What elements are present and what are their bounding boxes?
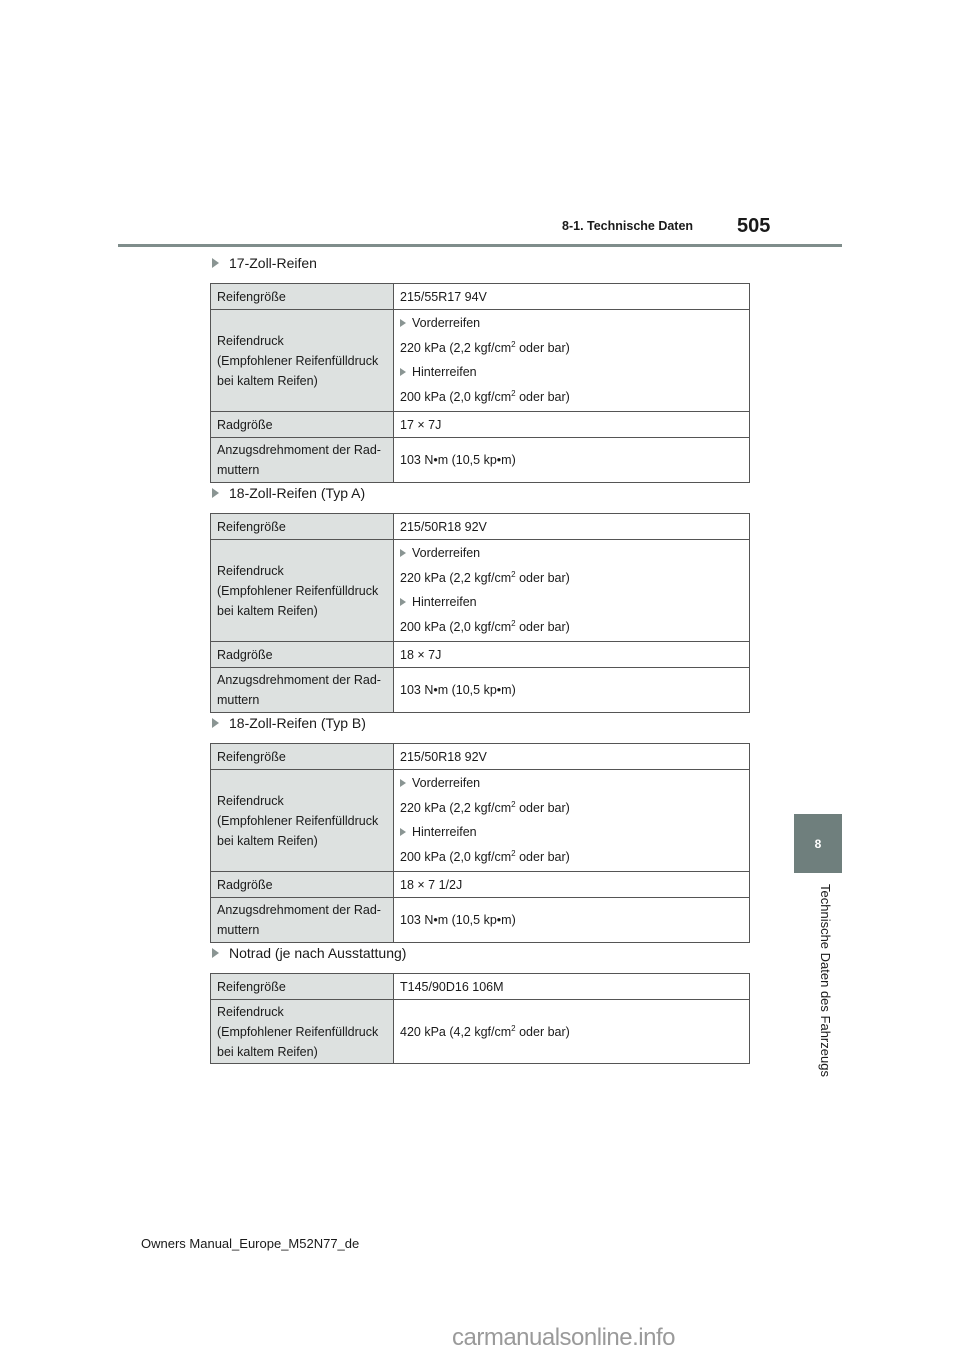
- triangle-bullet-icon: [400, 319, 406, 327]
- section-heading-17-zoll: 17-Zoll-Reifen: [212, 255, 317, 271]
- table-row: [211, 412, 750, 438]
- triangle-bullet-icon: [212, 948, 219, 958]
- spec-table-18-zoll-typ-b: [210, 743, 750, 943]
- table-row: [211, 310, 750, 412]
- row-label: Anzugsdrehmoment der Rad- muttern: [211, 898, 394, 943]
- spec-table-18-zoll-typ-a: [210, 513, 750, 713]
- spec-table-notrad: [210, 973, 750, 1064]
- triangle-bullet-icon: [400, 828, 406, 836]
- table-row: [211, 744, 750, 770]
- spec-table-17-zoll: [210, 283, 750, 483]
- triangle-bullet-icon: [400, 368, 406, 376]
- triangle-bullet-icon: [212, 718, 219, 728]
- row-value: 103 N•m (10,5 kp•m): [394, 898, 750, 943]
- table-row: [211, 514, 750, 540]
- watermark: carmanualsonline.info: [452, 1324, 675, 1351]
- row-label: Reifengröße: [211, 974, 394, 1000]
- table-row: [211, 642, 750, 668]
- row-value: 18 × 7 1/2J: [394, 872, 750, 898]
- chapter-tab: [794, 814, 842, 873]
- row-value: 17 × 7J: [394, 412, 750, 438]
- table-row: [211, 898, 750, 943]
- row-label: Radgröße: [211, 872, 394, 898]
- table-row: [211, 872, 750, 898]
- section-heading-notrad: Notrad (je nach Ausstattung): [212, 945, 406, 961]
- section-title: 8-1. Technische Daten: [562, 219, 694, 233]
- triangle-bullet-icon: [400, 779, 406, 787]
- row-label: Reifengröße: [211, 744, 394, 770]
- row-value: T145/90D16 106M: [394, 974, 750, 1000]
- row-label: Anzugsdrehmoment der Rad- muttern: [211, 438, 394, 483]
- table-row: [211, 540, 750, 642]
- triangle-bullet-icon: [400, 598, 406, 606]
- table-row: [211, 284, 750, 310]
- row-value: 18 × 7J: [394, 642, 750, 668]
- row-label: Reifendruck (Empfohlener Reifenfülldruck bei kaltem Reifen): [211, 1000, 394, 1064]
- section-heading-18-zoll-typ-b: 18-Zoll-Reifen (Typ B): [212, 715, 366, 731]
- row-label: Reifengröße: [211, 514, 394, 540]
- row-value: 103 N•m (10,5 kp•m): [394, 438, 750, 483]
- row-label: Reifengröße: [211, 284, 394, 310]
- triangle-bullet-icon: [212, 258, 219, 268]
- row-label: Radgröße: [211, 412, 394, 438]
- table-row: [211, 438, 750, 483]
- table-row: [211, 1000, 750, 1064]
- header-divider: [118, 244, 842, 247]
- row-label: Anzugsdrehmoment der Rad- muttern: [211, 668, 394, 713]
- row-value: 215/55R17 94V: [394, 284, 750, 310]
- row-value: 215/50R18 92V: [394, 744, 750, 770]
- row-value: Vorderreifen 220 kPa (2,2 kgf/$cm^2$ oder bar) Hinterreifen 200 kPa (2,0 kgf/$cm^2$ oder bar): [394, 310, 750, 412]
- row-value: Vorderreifen 220 kPa (2,2 kgf/$cm^2$ oder bar) Hinterreifen 200 kPa (2,0 kgf/$cm^2$ oder bar): [394, 770, 750, 872]
- chapter-number: 8: [814, 836, 822, 851]
- row-label: Reifendruck (Empfohlener Reifenfülldruck bei kaltem Reifen): [211, 310, 394, 412]
- row-label: Reifendruck (Empfohlener Reifenfülldruck bei kaltem Reifen): [211, 540, 394, 642]
- document-id: Owners Manual_Europe_M52N77_de: [141, 1236, 360, 1251]
- table-row: [211, 668, 750, 713]
- row-value: Vorderreifen 220 kPa (2,2 kgf/$cm^2$ oder bar) Hinterreifen 200 kPa (2,0 kgf/$cm^2$ oder bar): [394, 540, 750, 642]
- chapter-label: Technische Daten des Fahrzeugs: [818, 884, 833, 1077]
- row-value: 215/50R18 92V: [394, 514, 750, 540]
- row-value: 103 N•m (10,5 kp•m): [394, 668, 750, 713]
- table-row: [211, 770, 750, 872]
- row-label: Radgröße: [211, 642, 394, 668]
- page-number: 505: [737, 215, 771, 237]
- row-label: Reifendruck (Empfohlener Reifenfülldruck bei kaltem Reifen): [211, 770, 394, 872]
- row-value: 420 kPa (4,2 kgf/$cm^2$ oder bar): [394, 1000, 750, 1064]
- triangle-bullet-icon: [212, 488, 219, 498]
- section-heading-18-zoll-typ-a: 18-Zoll-Reifen (Typ A): [212, 485, 365, 501]
- table-row: [211, 974, 750, 1000]
- triangle-bullet-icon: [400, 549, 406, 557]
